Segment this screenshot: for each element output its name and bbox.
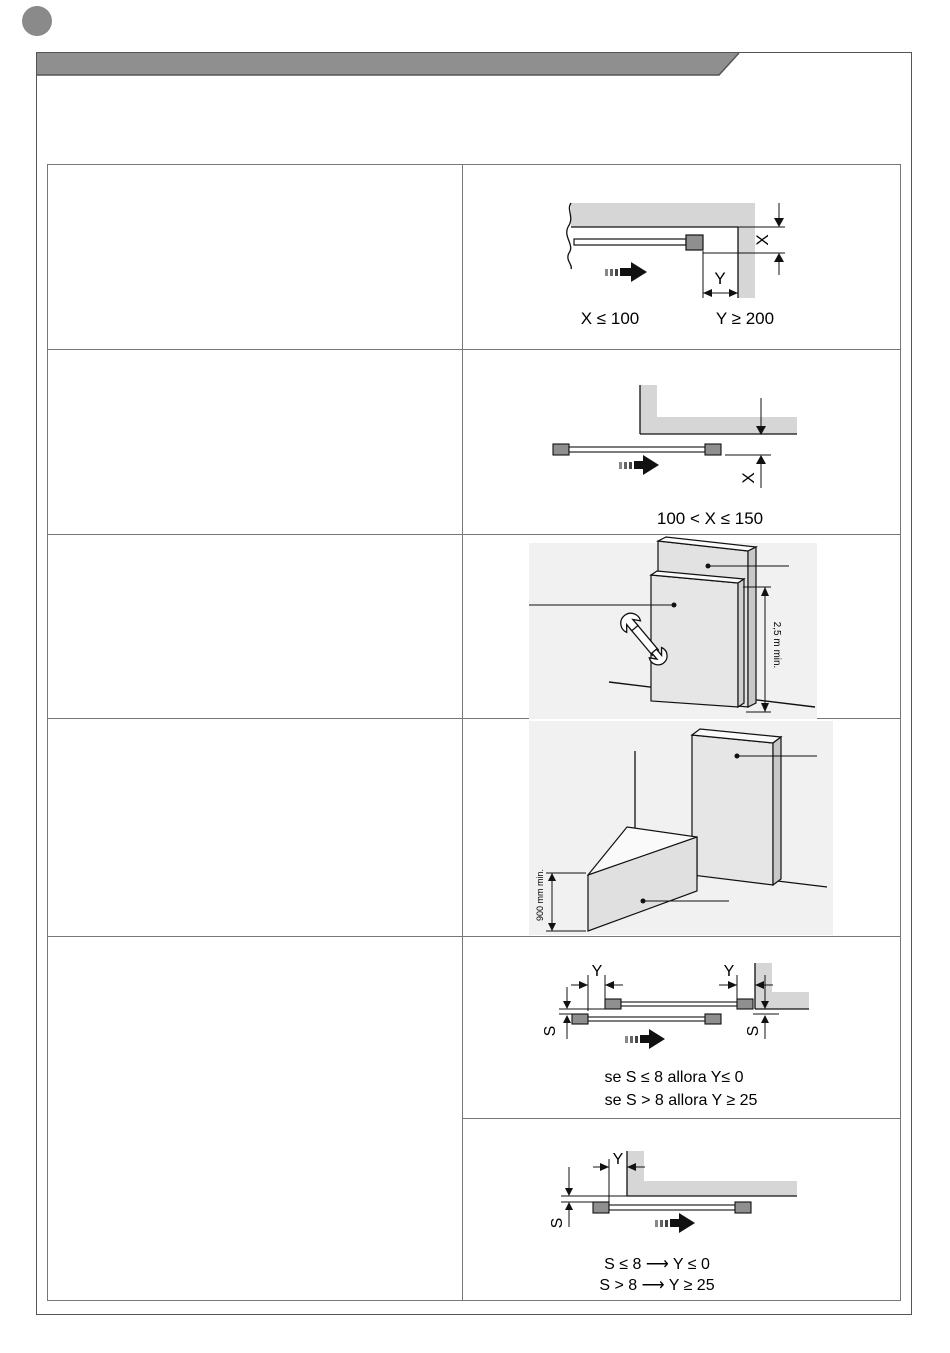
diagram-stack (463, 937, 900, 1300)
dimension-y-right: Y (723, 963, 735, 980)
height-label: 2,5 m min. (771, 621, 782, 669)
table-row (48, 719, 900, 937)
dimension-x-label: X (739, 472, 758, 484)
dimension-s-right: S (745, 1025, 762, 1037)
condition-x: X ≤ 100 (580, 309, 640, 328)
diagram-cell-1 (463, 165, 900, 349)
text-cell (48, 165, 463, 349)
dimension-s: S (549, 1217, 566, 1229)
diagram-cell-5 (463, 937, 900, 1118)
section-header-bar (37, 53, 911, 77)
height-label: 900 mm min. (535, 868, 545, 922)
dimension-y-label: Y (714, 269, 726, 288)
condition-line-2: S > 8 ⟶ Y ≥ 25 (599, 1277, 715, 1294)
wall-clearance-diagram (463, 165, 900, 350)
condition-y: Y ≥ 200 (715, 309, 775, 328)
text-cell (48, 937, 463, 1300)
condition-x: 100 < X ≤ 150 (656, 509, 764, 528)
diagram-stack-inner (463, 937, 900, 1300)
wall-offset-diagram (463, 350, 900, 535)
diagram-cell-3 (463, 535, 900, 718)
dimension-y-left: Y (591, 963, 603, 980)
diagram-cell-2 (463, 350, 900, 534)
text-cell (48, 535, 463, 718)
table-row (48, 535, 900, 719)
diagram-cell-4 (463, 719, 900, 936)
content-frame (36, 52, 912, 1315)
table-row (48, 937, 900, 1300)
condition-line-1: se S ≤ 8 allora Y≤ 0 (604, 1069, 744, 1086)
page-marker-dot (22, 6, 52, 36)
table-row (48, 350, 900, 535)
table-row (48, 165, 900, 350)
floor-unit-height-diagram (463, 719, 900, 937)
double-unit-spacing-diagram (463, 937, 900, 1118)
text-cell (48, 350, 463, 534)
single-unit-spacing-diagram (463, 1119, 900, 1301)
dimension-x-label: X (753, 234, 772, 246)
text-cell (48, 719, 463, 936)
installation-table (47, 164, 901, 1301)
diagram-cell-6 (463, 1118, 900, 1300)
dimension-s-left: S (542, 1025, 559, 1037)
condition-line-2: se S > 8 allora Y ≥ 25 (604, 1092, 758, 1109)
wall-mount-height-diagram (463, 535, 900, 719)
condition-line-1: S ≤ 8 ⟶ Y ≤ 0 (604, 1256, 710, 1273)
dimension-y: Y (612, 1151, 624, 1168)
